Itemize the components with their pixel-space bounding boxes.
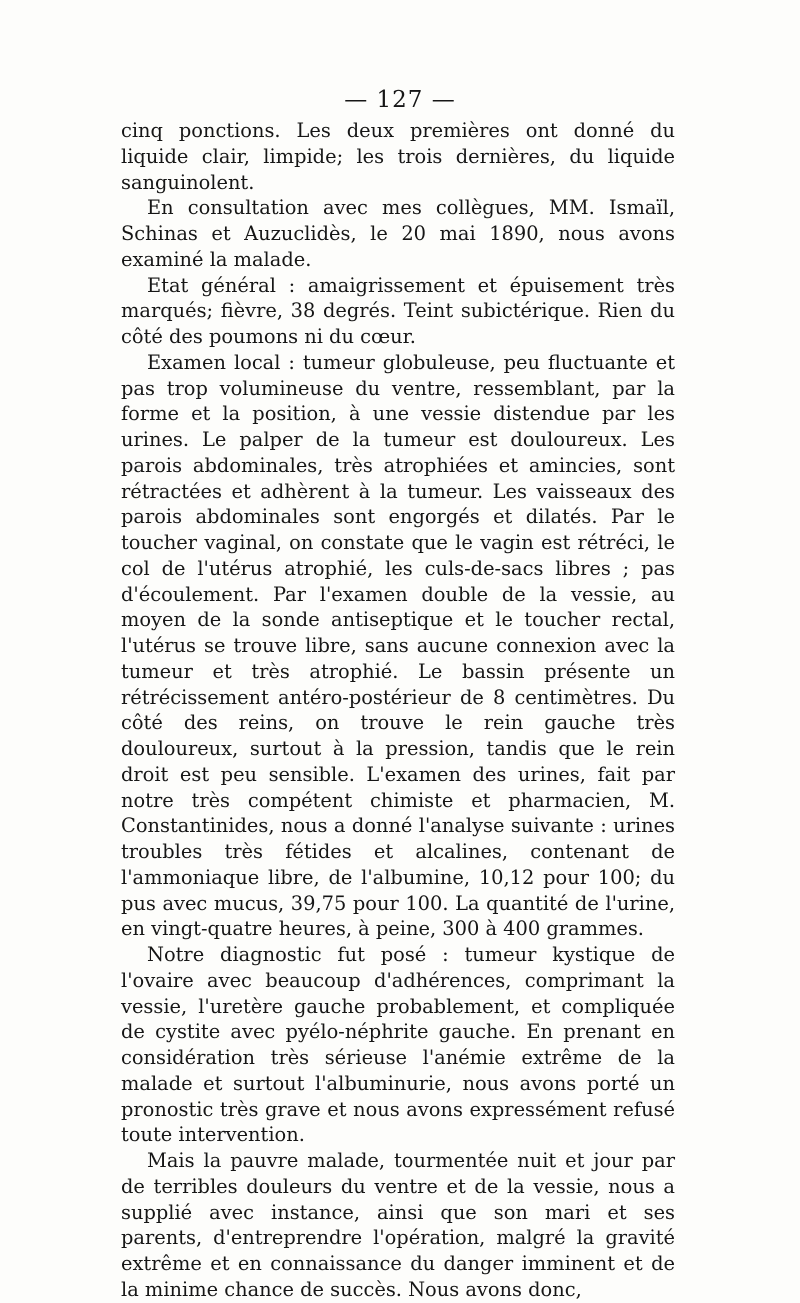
paragraph-diagnosis: Notre diagnostic fut posé : tumeur kystique de l'ovaire avec beaucoup d'adhérences, comprimant la vessie, l'uretère gauche probablement, et compliquée de cystite avec pyélo-néphrite gauche. En prenant en considération très sérieuse l'anémie extrême de la malade et surtout l'albuminurie, nous avons porté un pronostic très grave et nous avons expressément refusé toute intervention. — [121, 943, 675, 1147]
paragraph-local-exam: Examen local : tumeur globuleuse, peu fluctuante et pas trop volumineuse du ventre, ressemblant, par la forme et la position, à une vessie distendue par les urines. Le palper de la tumeur est douloureux. Les parois abdominales, très atrophiées et amincies, sont rétractées et adhèrent à la tumeur. Les vaisseaux des parois abdominales sont engorgés et dilatés. Par le toucher vaginal, on constate que le vagin est rétréci, le col de l'utérus atrophié, les culs-de-sacs libres ; pas d'écoulement. Par l'examen double de la vessie, au moyen de la sonde antiseptique et le toucher rectal, l'utérus se trouve libre, sans aucune connexion avec la tumeur et très atrophié. Le bassin présente un rétrécissement antéro-postérieur de 8 centimètres. Du côté des reins, on trouve le rein gauche très douloureux, surtout à la pression, tandis que le rein droit est peu sensible. L'examen des urines, fait par notre très compétent chimiste et pharmacien, M. Constantinides, nous a donné l'analyse suivante : urines troubles très fétides et alcalines, contenant de l'ammoniaque libre, de l'albumine, 10,12 pour 100; du pus avec mucus, 39,75 pour 100. La quantité de l'urine, en vingt-quatre heures, à peine, 300 à 400 grammes. — [121, 350, 675, 941]
paragraph-general-state: Etat général : amaigrissement et épuisement très marqués; fièvre, 38 degrés. Teint subictérique. Rien du côté des poumons ni du cœur. — [121, 273, 675, 348]
paragraph-operation-request: Mais la pauvre malade, tourmentée nuit et jour par de terribles douleurs du ventre et de la vessie, nous a supplié avec instance, ainsi que son mari et ses parents, d'entreprendre l'opération, malgré la gravité extrême et en connaissance du danger imminent et de la minime chance de succès. Nous avons donc, — [121, 1149, 675, 1301]
paragraph-consultation: En consultation avec mes collègues, MM. Ismaïl, Schinas et Auzuclidès, le 20 mai 1890, nous avons examiné la malade. — [121, 196, 675, 271]
body-text — [121, 118, 675, 1303]
paragraph-continuation: cinq ponctions. Les deux premières ont donné du liquide clair, limpide; les trois dernières, du liquide sanguinolent. — [121, 119, 675, 194]
page-number: — 127 — — [344, 87, 456, 113]
